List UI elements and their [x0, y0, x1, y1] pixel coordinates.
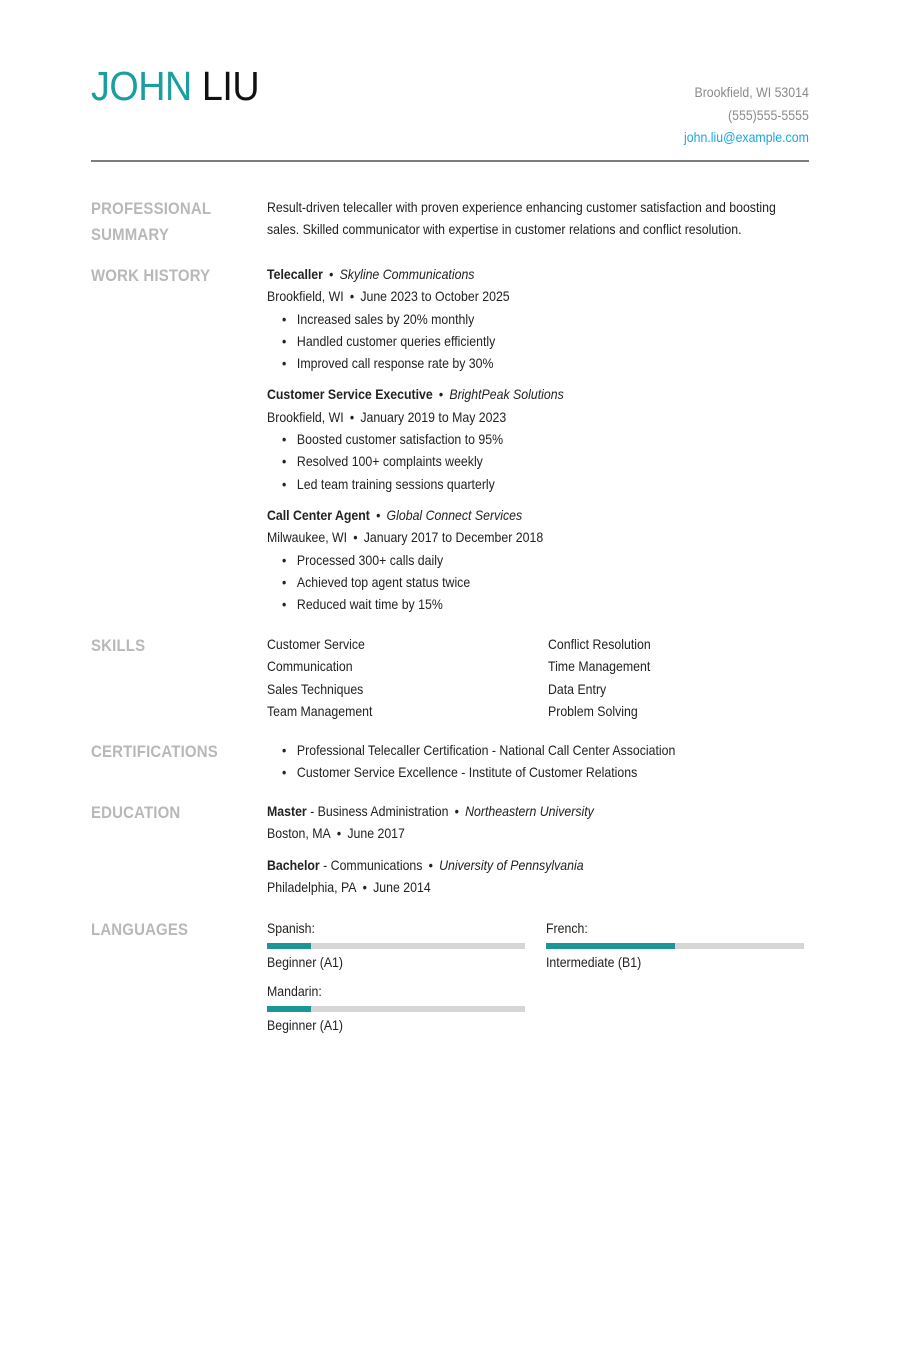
- proficiency-bar: [546, 943, 804, 949]
- job-location: Brookfield, WI: [267, 408, 344, 425]
- graduation-date: June 2017: [347, 825, 405, 842]
- job-dates: June 2023 to October 2025: [360, 288, 510, 305]
- summary-text: Result-driven telecaller with proven experience enhancing customer satisfaction and boosting sales. Skilled communicator with expertise in customer relations and conflict resolution.: [267, 199, 776, 238]
- job-entry: Call Center Agent • Global Connect Services Milwaukee, WI • January 2017 to December 2018 • Processed 300+ calls daily • Achieved top agent status twice • Reduced wait time by 15%: [267, 504, 744, 615]
- proficiency-bar: [267, 943, 525, 949]
- section-label-certifications: CERTIFICATIONS: [91, 742, 218, 761]
- section-label-summary: PROFESSIONAL SUMMARY: [91, 199, 211, 244]
- education-list: [267, 800, 744, 907]
- section-label-work: WORK HISTORY: [91, 266, 211, 285]
- last-name: LIU: [201, 63, 260, 109]
- job-title: Customer Service Executive: [267, 386, 433, 403]
- language-level: Intermediate (B1): [546, 954, 642, 971]
- certification-item: • Professional Telecaller Certification - National Call Center Association: [267, 739, 744, 761]
- section-label-languages: LANGUAGES: [91, 920, 189, 939]
- bullet-item: • Improved call response rate by 30%: [267, 352, 744, 374]
- field-of-study: - Business Administration: [306, 803, 449, 819]
- job-dates: January 2017 to December 2018: [363, 529, 544, 546]
- skill-item: Team Management: [267, 702, 373, 719]
- job-company: BrightPeak Solutions: [449, 386, 564, 403]
- language-name: French:: [546, 920, 588, 936]
- bullet-item: • Handled customer queries efficiently: [267, 330, 744, 352]
- job-bullets: [267, 428, 744, 495]
- proficiency-fill: [267, 943, 311, 949]
- language-name: Mandarin:: [267, 982, 322, 999]
- skills-list: [267, 633, 809, 722]
- email-link[interactable]: john.liu@example.com: [684, 129, 809, 145]
- skill-item: Problem Solving: [548, 702, 638, 719]
- skill-item: Customer Service: [267, 636, 365, 652]
- resume-header: [91, 0, 809, 162]
- phone: (555)555-5555: [728, 106, 809, 123]
- skill-item: Communication: [267, 658, 353, 675]
- bullet-item: • Resolved 100+ complaints weekly: [267, 450, 744, 472]
- skill-item: Data Entry: [548, 680, 607, 697]
- work-entries: [267, 263, 744, 624]
- contact-info: [684, 81, 809, 149]
- degree: Bachelor: [267, 856, 320, 873]
- job-location: Milwaukee, WI: [267, 529, 348, 546]
- proficiency-fill: [267, 1006, 311, 1012]
- graduation-date: June 2014: [373, 878, 431, 895]
- job-location: Brookfield, WI: [267, 288, 344, 305]
- job-company: Global Connect Services: [386, 506, 523, 523]
- bullet-item: • Achieved top agent status twice: [267, 571, 744, 593]
- job-title: Call Center Agent: [267, 506, 370, 523]
- language-name: Spanish:: [267, 920, 315, 936]
- job-bullets: [267, 308, 744, 375]
- bullet-item: • Led team training sessions quarterly: [267, 473, 744, 495]
- language-item: [546, 917, 804, 974]
- section-label-education: EDUCATION: [91, 803, 181, 822]
- skill-item: Conflict Resolution: [548, 636, 651, 652]
- job-entry: Customer Service Executive • BrightPeak Solutions Brookfield, WI • January 2019 to May 2023 • Boosted customer satisfaction to 95% • Resolved 100+ complaints weekly • Led team training sessions quarterly: [267, 383, 744, 494]
- school: Northeastern University: [465, 803, 594, 819]
- certification-item: • Customer Service Excellence - Institute of Customer Relations: [267, 761, 744, 783]
- school: University of Pennsylvania: [439, 856, 584, 873]
- education-entry: Bachelor - Communications • University of Pennsylvania Philadelphia, PA • June 2014: [267, 856, 584, 895]
- job-company: Skyline Communications: [339, 266, 475, 282]
- degree: Master: [267, 803, 307, 819]
- language-level: Beginner (A1): [267, 954, 344, 971]
- proficiency-fill: [546, 943, 675, 949]
- certifications-list: [267, 739, 744, 784]
- job-entry: Telecaller • Skyline Communications Brookfield, WI • June 2023 to October 2025 • Increased sales by 20% monthly • Handled customer queries efficiently • Improved call response rate by 30%: [267, 263, 744, 374]
- school-location: Boston, MA: [267, 825, 331, 842]
- language-level: Beginner (A1): [267, 1016, 344, 1033]
- bullet-item: • Increased sales by 20% monthly: [267, 308, 744, 330]
- resume-page: [91, 0, 809, 1033]
- bullet-item: • Reduced wait time by 15%: [267, 593, 744, 615]
- bullet-item: • Processed 300+ calls daily: [267, 549, 744, 571]
- candidate-name: [91, 64, 259, 108]
- job-dates: January 2019 to May 2023: [360, 408, 507, 425]
- skill-item: Sales Techniques: [267, 680, 364, 697]
- job-bullets: [267, 549, 744, 616]
- language-item: [267, 917, 525, 974]
- first-name: JOHN: [91, 63, 192, 109]
- language-item: [267, 980, 525, 1037]
- job-title: Telecaller: [267, 266, 323, 282]
- education-entry: Master - Business Administration • Northeastern University Boston, MA • June 2017: [267, 803, 594, 842]
- address: Brookfield, WI 53014: [694, 84, 809, 100]
- proficiency-bar: [267, 1006, 525, 1012]
- skill-item: Time Management: [548, 658, 651, 675]
- bullet-item: • Boosted customer satisfaction to 95%: [267, 428, 744, 450]
- languages-list: [267, 917, 809, 1036]
- field-of-study: - Communications: [319, 856, 423, 873]
- section-label-skills: SKILLS: [91, 636, 146, 655]
- school-location: Philadelphia, PA: [267, 878, 357, 895]
